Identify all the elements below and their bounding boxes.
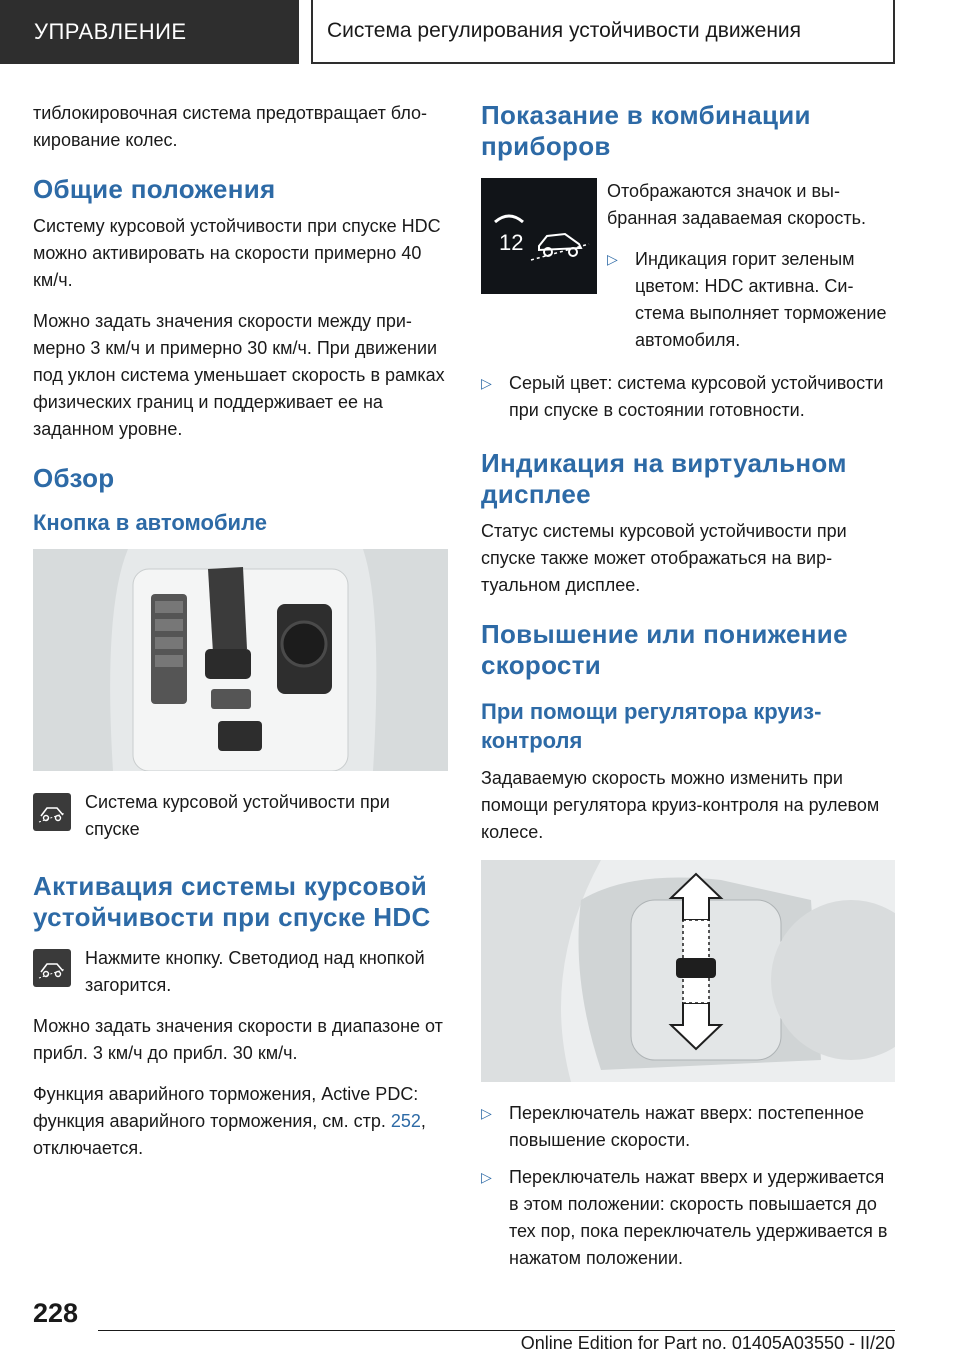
chapter-tab <box>311 0 895 64</box>
intro-paragraph: тиблокировочная система предотвращает блокирование колес. <box>33 103 428 150</box>
triangle-bullet-icon: ▷ <box>481 1105 492 1121</box>
triangle-bullet-icon: ▷ <box>607 251 618 267</box>
cluster-display-block <box>481 178 895 364</box>
section-tab <box>0 0 299 64</box>
triangle-bullet-icon: ▷ <box>481 375 492 391</box>
chapter-title: Система регулирования устойчивости движения <box>327 19 802 42</box>
hdc-button-caption <box>33 789 448 843</box>
activation-paragraph-1: Можно задать значения скорости в диапазоне от прибл. 3 км/ч до прибл. 30 км/ч. <box>33 1016 443 1063</box>
activation-paragraph-2: Функция аварийного торможения, Active PDC: функция аварийного торможения, см. стр. 252, отключается. <box>33 1084 426 1158</box>
section-title: УПРАВЛЕНИЕ <box>34 19 187 44</box>
right-column <box>481 100 895 1282</box>
center-console-photo <box>33 549 448 771</box>
list-item: ▷ Переключатель нажат вверх и удерживается в этом положении: скорость повышается до тех пор, пока переключатель удерживается в нажатом положении. <box>481 1164 895 1272</box>
cluster-display-image <box>481 178 597 294</box>
cruise-control-text: Задаваемую скорость можно изменить при помощи регулятора круиз-контроля на рулевом колесе. <box>481 768 880 842</box>
heading-cruise-control: При помощи регулятора круиз-контроля <box>481 699 822 753</box>
hdc-car-downhill-icon <box>33 949 71 987</box>
general-paragraph-1: Систему курсовой устойчивости при спуске HDC можно активировать на скорости примерно 40 км/ч. <box>33 216 441 290</box>
list-item: ▷ Переключатель нажат вверх: постепенное повышение скорости. <box>481 1100 895 1154</box>
footer-divider <box>98 1330 895 1331</box>
hdc-button-caption-text: Система курсовой устойчивости при спуске <box>85 792 390 839</box>
virtual-display-text: Статус системы курсовой устойчивости при спуске также может отображаться на виртуальном дисплее. <box>481 521 847 595</box>
heading-instrument-cluster: Показание в комбинации приборов <box>481 100 811 161</box>
heading-virtual-display: Индикация на виртуальном дисплее <box>481 448 847 509</box>
list-item: ▷ Серый цвет: система курсовой устойчивости при спуске в состоянии готовности. <box>481 370 895 424</box>
general-paragraph-2: Можно задать значения скорости между примерно 3 км/ч и примерно 30 км/ч. При движении под уклон система уменьшает скорость в рамках физических границ и поддерживает ее на заданном уровне. <box>33 311 445 439</box>
page-reference-link[interactable]: 252 <box>390 1111 421 1131</box>
heading-speed-change: Повышение или понижение скорости <box>481 619 848 680</box>
page-number: 228 <box>33 1298 79 1328</box>
steering-wheel-illustration <box>481 860 895 1082</box>
steering-wheel-photo <box>481 860 895 1082</box>
center-console-illustration <box>33 549 448 771</box>
heading-general: Общие положения <box>33 174 276 204</box>
list-item: ▷ Индикация горит зеленым цветом: HDC активна. Система выполняет торможение автомобиля. <box>607 246 895 354</box>
heading-button-in-car: Кнопка в автомобиле <box>33 510 267 535</box>
left-column <box>33 100 448 1176</box>
activation-step <box>33 945 448 999</box>
footer-edition: Online Edition for Part no. 01405A03550 - II/20 <box>520 1333 895 1353</box>
activation-step-text: Нажмите кнопку. Светодиод над кнопкой загорится. <box>85 948 425 995</box>
triangle-bullet-icon: ▷ <box>481 1169 492 1185</box>
cluster-speed-value: 12 <box>499 230 524 255</box>
hdc-car-downhill-icon <box>33 793 71 831</box>
heading-activation: Активация системы курсовой устойчивости при спуске HDC <box>33 871 431 932</box>
cluster-text: Отображаются значок и выбранная задаваемая скорость. <box>607 181 866 228</box>
heading-overview: Обзор <box>33 463 115 493</box>
